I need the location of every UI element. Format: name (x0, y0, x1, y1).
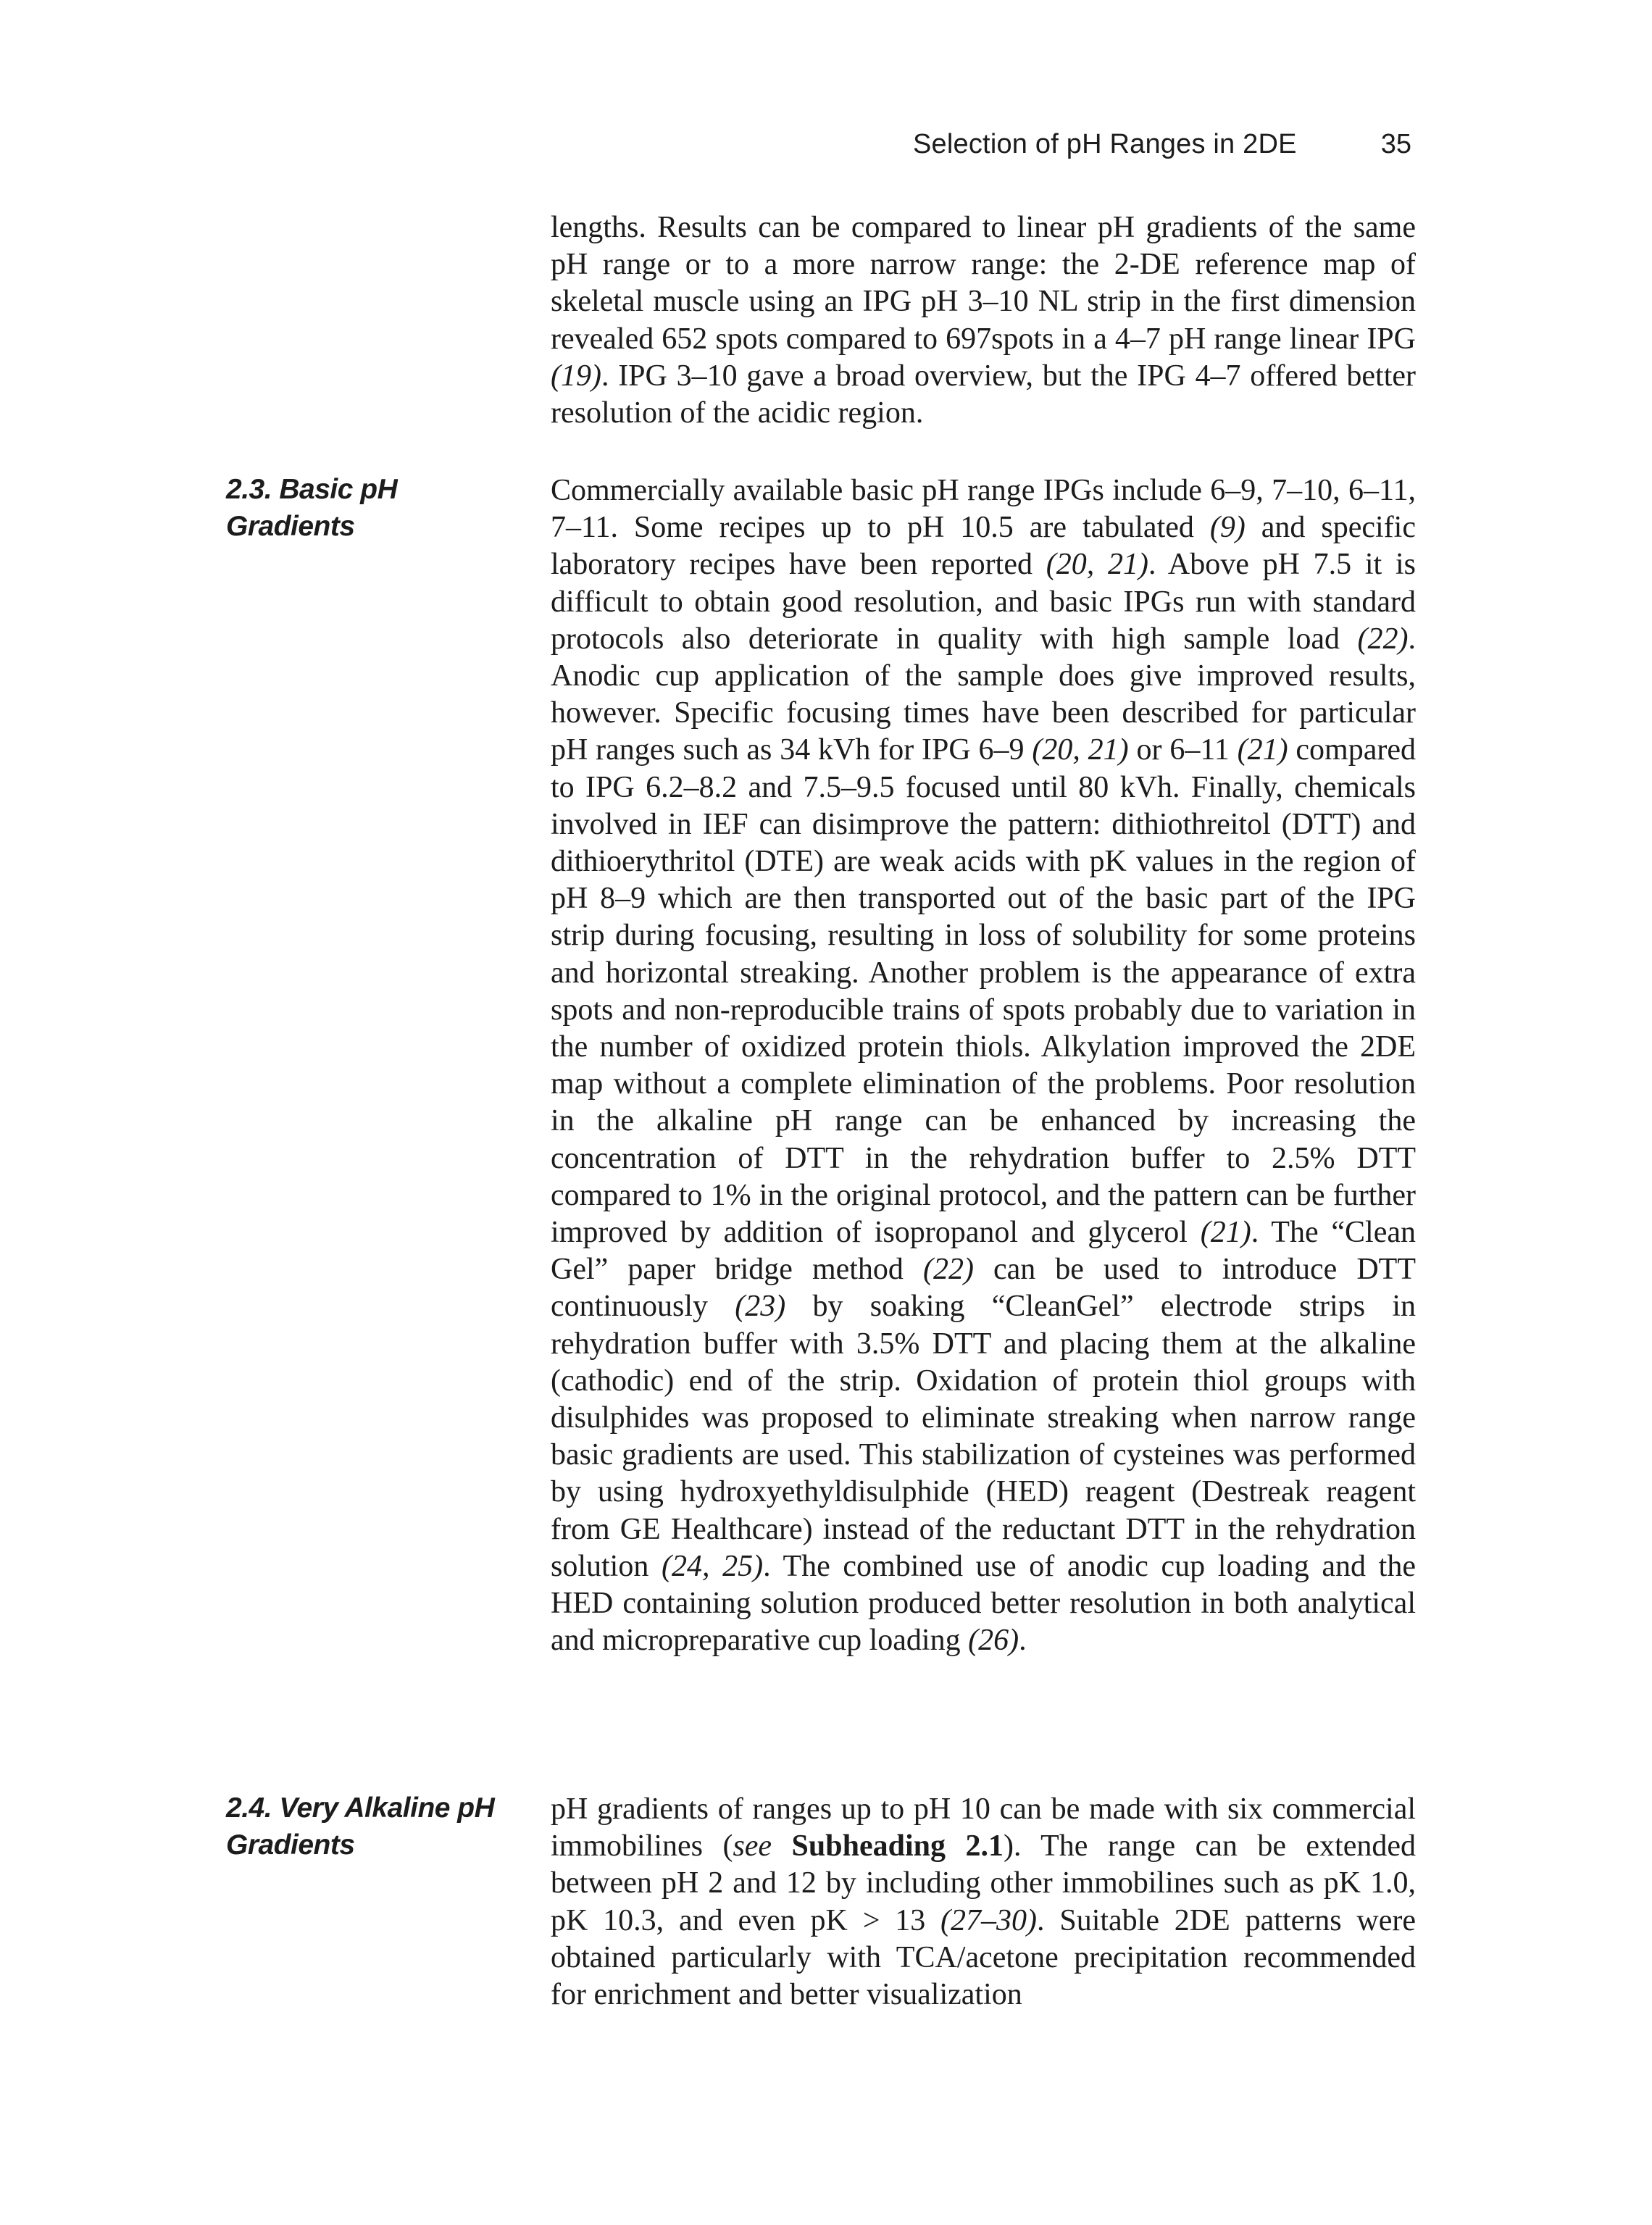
intro-text-1: lengths. Results can be compared to linear pH gradients of the same pH range or to a more narrow range: the 2-DE reference map of skeletal muscle using an IPG pH 3–10 NL strip in the first dimension revealed 652 spots compared to 697spots in a 4–7 pH range linear IPG (551, 211, 1416, 356)
page-number: 35 (1380, 129, 1411, 159)
citation: (20, 21) (1032, 733, 1129, 767)
s23-text-11: . (1019, 1624, 1027, 1658)
section-2-3-heading-line1: 2.3. Basic pH (226, 474, 398, 505)
see-reference: see (733, 1829, 772, 1863)
section-2-4-paragraph (551, 1791, 1416, 2013)
citation: (26) (968, 1624, 1019, 1658)
s24-text-3: . Suitable 2DE patterns were obtained particularly with TCA/acetone precipitation recommended for enrichment and better visualization (551, 1903, 1416, 2012)
section-2-4-heading (226, 1790, 501, 1863)
citation: (21) (1200, 1216, 1251, 1250)
s23-text-10: . The combined use of anodic cup loading and the HED containing solution produced better resolution in both analytical and micropreparative cup loading (551, 1549, 1416, 1658)
s24-text-2: ). The range can be extended between pH 2 and 12 by including other immobilines such as pK 1.0, pK 10.3, and even pK > 13 (551, 1829, 1417, 1937)
citation: (19) (551, 359, 601, 393)
section-2-3-heading (226, 471, 501, 545)
citation: (22) (1357, 622, 1409, 656)
s23-text-3: . Above pH 7.5 it is difficult to obtain good resolution, and basic IPGs run with standard protocols also deteriorate in quality with high sample load (551, 548, 1416, 656)
subheading-reference: Subheading 2.1 (791, 1829, 1004, 1863)
s23-text-1: Commercially available basic pH range IPGs include 6–9, 7–10, 6–11, 7–11. Some recipes up to pH 10.5 are tabulated (551, 474, 1416, 545)
citation: (9) (1209, 511, 1246, 545)
s24-text-1: pH gradients of ranges up to pH 10 can be made with six commercial immobilines ( (551, 1792, 1416, 1863)
s23-text-5: or 6–11 (1128, 733, 1238, 767)
citation: (27–30) (940, 1903, 1038, 1937)
citation: (21) (1237, 733, 1288, 767)
citation: (24, 25) (662, 1549, 764, 1583)
section-2-4-heading-line1: 2.4. Very Alkaline pH (226, 1792, 495, 1824)
s23-text-7: . The “Clean Gel” paper bridge method (551, 1216, 1416, 1287)
citation: (23) (735, 1290, 786, 1324)
section-2-3-paragraph (551, 472, 1416, 1660)
section-2-4-heading-line2: Gradients (226, 1829, 355, 1861)
s23-text-2: and specific laboratory recipes have been reported (551, 511, 1416, 582)
citation: (22) (922, 1253, 974, 1287)
s23-text-4: . Anodic cup application of the sample does give improved results, however. Specific focusing times have been described for particular pH ranges such as 34 kVh for IPG 6–9 (551, 622, 1416, 767)
s23-text-6: compared to IPG 6.2–8.2 and 7.5–9.5 focused until 80 kVh. Finally, chemicals involved in IEF can disimprove the pattern: dithiothreitol (DTT) and dithioerythritol (DTE) are weak acids with pK values in the region of pH 8–9 which are then transported out of the basic part of the IPG strip during focusing, resulting in loss of solubility for some proteins and horizontal streaking. Another problem is the appearance of extra spots and non-reproducible trains of spots probably due to variation in the number of oxidized protein thiols. Alkylation improved the 2DE map without a complete elimination of the problems. Poor resolution in the alkaline pH range can be enhanced by increasing the concentration of DTT in the rehydration buffer to 2.5% DTT compared to 1% in the original protocol, and the pattern can be further improved by addition of isopropanol and glycerol (551, 733, 1416, 1250)
s23-text-9: by soaking “CleanGel” electrode strips in rehydration buffer with 3.5% DTT and placing them at the alkaline (cathodic) end of the strip. Oxidation of protein thiol groups with disulphides was proposed to eliminate streaking when narrow range basic gradients are used. This stabilization of cysteines was performed by using hydroxyethyldisulphide (HED) reagent (Destreak reagent from GE Healthcare) instead of the reductant DTT in the rehydration solution (551, 1290, 1416, 1583)
section-2-3-heading-line2: Gradients (226, 511, 355, 542)
s24-space (772, 1829, 791, 1863)
intro-paragraph (551, 209, 1416, 432)
citation: (20, 21) (1046, 548, 1148, 582)
running-title: Selection of pH Ranges in 2DE (913, 129, 1297, 159)
s23-text-8: can be used to introduce DTT continuously (551, 1253, 1416, 1324)
intro-text-2: . IPG 3–10 gave a broad overview, but the IPG 4–7 offered better resolution of the acidic region. (551, 359, 1416, 430)
